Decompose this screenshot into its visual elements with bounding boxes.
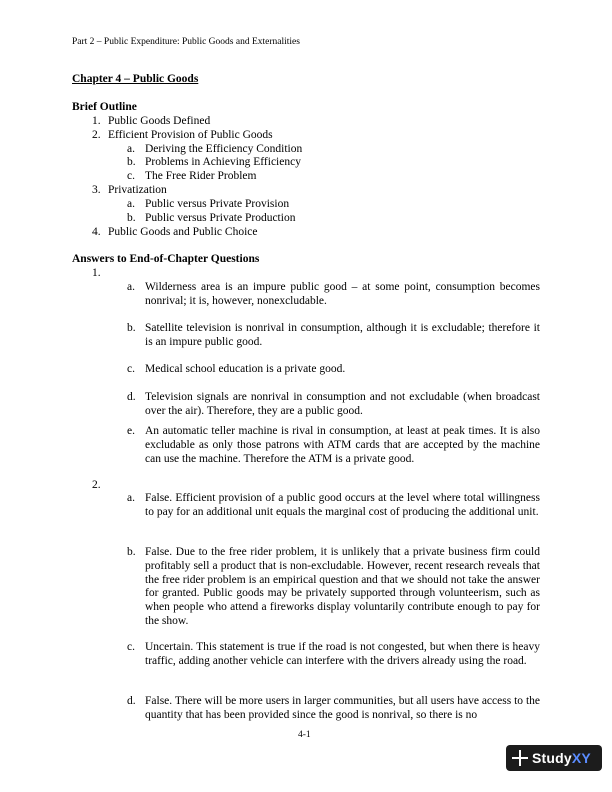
answer-label: a. xyxy=(127,492,135,504)
answers-title: Answers to End-of-Chapter Questions xyxy=(72,253,260,265)
outline-title: Brief Outline xyxy=(72,101,137,113)
answer-text: False. Efficient provision of a public good occurs at the level where total willingness to pay for an additional unit equals the marginal cost of producing the additional unit. xyxy=(145,492,540,518)
outline-sub-num: a. xyxy=(127,143,135,155)
answer-label: a. xyxy=(127,281,135,293)
answer-label: d. xyxy=(127,391,136,403)
answer-text: Television signals are nonrival in consumption and not excludable (when broadcast over the air). Therefore, they are a public good. xyxy=(145,391,540,417)
outline-sub-num: b. xyxy=(127,156,136,168)
outline-num: 2. xyxy=(92,129,101,141)
studyxy-badge[interactable] xyxy=(506,745,602,771)
answer-label: c. xyxy=(127,641,135,653)
outline-sub-item: Public versus Private Provision xyxy=(145,198,290,210)
answer-label: b. xyxy=(127,546,136,558)
answer-text: Uncertain. This statement is true if the road is not congested, but when there is heavy traffic, adding another vehicle can interfere with the drivers already using the road. xyxy=(145,641,540,667)
answer-label: b. xyxy=(127,322,136,334)
badge-brand-accent: XY xyxy=(571,750,591,766)
badge-brand xyxy=(532,750,591,766)
answer-label: c. xyxy=(127,363,135,375)
answer-text: False. There will be more users in larger communities, but all users have access to the quantity that has been provided since the good is nonrival, so there is no xyxy=(145,695,540,721)
outline-sub-item: Deriving the Efficiency Condition xyxy=(145,143,303,155)
answer-label: d. xyxy=(127,695,136,707)
outline-item: Public Goods Defined xyxy=(108,115,211,127)
outline-sub-item: Public versus Private Production xyxy=(145,212,296,224)
question-number: 1. xyxy=(92,267,101,279)
answer-text: An automatic teller machine is rival in consumption, at least at peak times. It is also excludable as only those patrons with ATM cards that are accepted by the machine can use the machine. Therefore the ATM is a private good. xyxy=(145,425,540,465)
page-number: 4-1 xyxy=(298,730,311,740)
outline-sub-num: b. xyxy=(127,212,136,224)
answer-label: e. xyxy=(127,425,135,437)
outline-sub-num: c. xyxy=(127,170,135,182)
answer-text: Medical school education is a private good. xyxy=(145,363,346,375)
outline-item: Privatization xyxy=(108,184,167,196)
outline-num: 4. xyxy=(92,226,101,238)
plus-icon xyxy=(512,750,528,766)
badge-brand-main: Study xyxy=(532,750,572,766)
answer-text: False. Due to the free rider problem, it is unlikely that a private business firm could profitably sell a product that is non-excludable. However, recent research reveals that the free rider problem is an empirical question and that we should not take the answer for granted. Public goods may be privately supported through volunteerism, such as when people who attend a fireworks display voluntarily contribute enough to pay for the show. xyxy=(145,546,540,627)
outline-item: Public Goods and Public Choice xyxy=(108,226,258,238)
outline-sub-item: The Free Rider Problem xyxy=(145,170,257,182)
outline-num: 3. xyxy=(92,184,101,196)
question-number: 2. xyxy=(92,479,101,491)
answer-text: Satellite television is nonrival in consumption, although it is excludable; therefore it is an impure public good. xyxy=(145,322,540,348)
answer-text: Wilderness area is an impure public good – at some point, consumption becomes nonrival; it is, however, nonexcludable. xyxy=(145,281,540,307)
chapter-title: Chapter 4 – Public Goods xyxy=(72,73,199,85)
outline-num: 1. xyxy=(92,115,101,127)
outline-sub-num: a. xyxy=(127,198,135,210)
running-header: Part 2 – Public Expenditure: Public Goods and Externalities xyxy=(72,37,300,47)
outline-sub-item: Problems in Achieving Efficiency xyxy=(145,156,301,168)
outline-item: Efficient Provision of Public Goods xyxy=(108,129,273,141)
